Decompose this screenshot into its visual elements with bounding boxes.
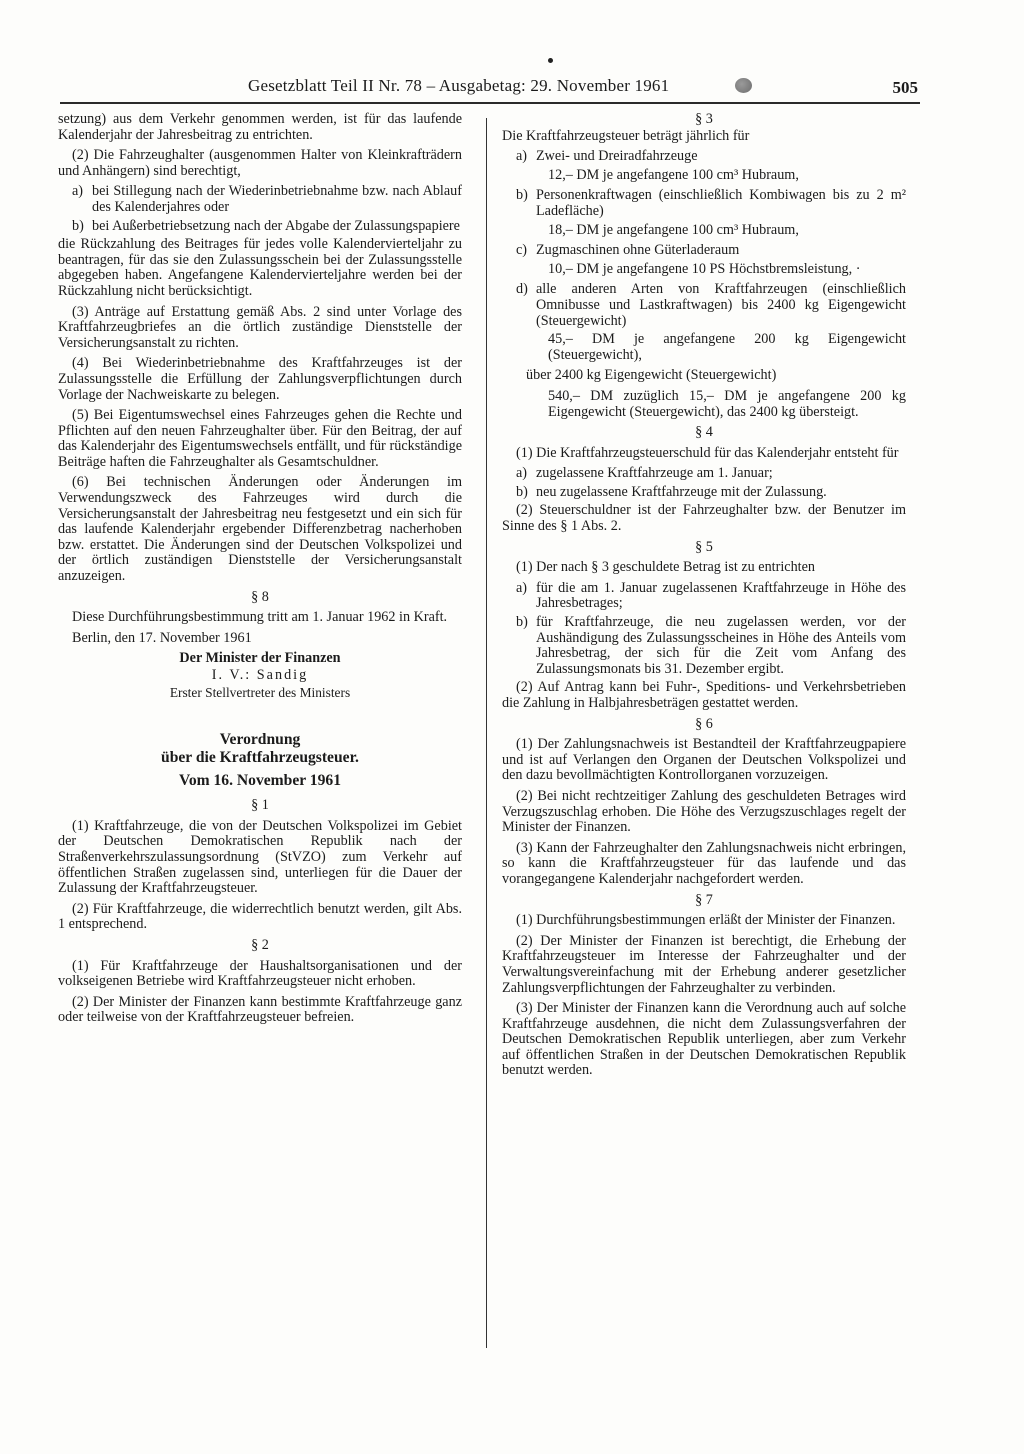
section-heading: § 5 [695,538,713,555]
paragraph: (2) Die Fahrzeughalter (ausgenommen Halter von Kleinkrafträdern und Anhängern) sind berechtigt, [58,147,462,179]
paragraph: (1) Die Kraftfahrzeugsteuerschuld für das Kalenderjahr entsteht für [516,444,899,461]
list-label: a) [516,148,528,165]
paragraph: (1) Durchführungsbestimmungen erläßt der Minister der Finanzen. [516,912,896,929]
page-header [60,76,920,100]
section-heading: § 4 [695,424,713,441]
paragraph: (1) Der nach § 3 geschuldete Betrag ist zu entrichten [516,559,816,576]
list-item [502,149,906,165]
list-text: Zugmaschinen ohne Güterladeraum [536,242,740,259]
list-label: b) [72,217,84,234]
list-label: c) [516,242,528,259]
paragraph: (2) Der Minister der Finanzen ist berechtigt, die Erhebung der Kraftfahrzeugsteuer im Interesse der Fahrzeughalter und der Verwaltungsvereinfachung mit der Erhebung anderer gesetzlicher Zahlungsverpflichtungen der Fahrzeughalter zu verbinden. [502,932,906,996]
paragraph: (2) Steuerschuldner ist der Fahrzeughalter bzw. der Benutzer im Sinne des § 1 Abs. 2. [502,502,906,535]
paragraph: (1) Der Zahlungsnachweis ist Bestandteil der Kraftfahrzeugpapiere und ist auf Verlangen den Organen der Deutschen Volkspolizei und den dazu bevollmächtigten Kontrollorganen vorzuzeigen. [502,736,906,784]
list-label: b) [516,483,528,500]
list-item [502,485,906,501]
list-label: a) [72,183,84,200]
section-heading: § 3 [695,111,713,127]
list-text: bei Stillegung nach der Wiederinbetriebnahme bzw. nach Ablauf des Kalenderjahres oder [92,183,462,215]
column-divider [486,118,487,1348]
paragraph: (2) Auf Antrag kann bei Fuhr-, Speditions- und Verkehrsbetrieben die Zahlung in Halbjahresbeträgen gestattet werden. [502,679,906,711]
section-heading: § 6 [695,715,713,732]
paragraph: (2) Für Kraftfahrzeuge, die widerrechtlich benutzt werden, gilt Abs. 1 entsprechend. [58,900,462,933]
paragraph: setzung) aus dem Verkehr genommen werden, ist für das laufende Kalenderjahr der Jahresbeitrag zu entrichten. [58,111,462,143]
paragraph: Diese Durchführungsbestimmung tritt am 1. Januar 1962 in Kraft. [72,609,448,626]
signer-title: Erster Stellvertreter des Ministers [169,684,351,700]
paragraph: (5) Bei Eigentumswechsel eines Fahrzeuges gehen die Rechte und Pflichten auf den neuen Fahrzeughalter über. Für den Beitrag, der auf das Kalenderjahr des Eigentumswechsels entfällt, und für rückständige Beiträge haften die Fahrzeughalter als Gesamtschuldner. [58,407,462,470]
signer-line: I. V.: Sandig [211,667,309,683]
list-item [58,219,462,235]
right-column [502,112,906,1084]
page-number: 505 [892,78,918,97]
list-text: für die am 1. Januar zugelassenen Kraftfahrzeuge in Höhe des Jahresbetrages; [536,579,906,612]
section-heading: § 8 [251,588,269,605]
list-text: alle anderen Arten von Kraftfahrzeugen (einschließlich Omnibusse und Lastkraftwagen) bis 2400 kg Eigengewicht (Steuergewicht) [536,281,906,329]
section-heading: § 2 [251,936,269,953]
paragraph: (3) Kann der Fahrzeughalter den Zahlungsnachweis nicht erbringen, so kann die Kraftfahrzeugsteuer für das laufende und das vorangegangene Kalenderjahr nachgefordert werden. [502,839,906,887]
paragraph: (4) Bei Wiederinbetriebnahme des Kraftfahrzeuges ist der Zulassungsstelle die Erfüllung der Zahlungsverpflichtungen durch Vorlage der Nachweiskarte zu belegen. [58,355,462,403]
list-text: neu zugelassene Kraftfahrzeuge mit der Zulassung. [536,483,827,500]
paragraph: (6) Bei technischen Änderungen oder Änderungen im Verwendungszweck des Fahrzeuges wird durch die Versicherungsanstalt der Jahresbeitrag neu festgesetzt und ein sich für das laufende Kalenderjahr ergebender Differenzbetrag nacherhoben bzw. erstattet. Die Änderungen sind der Deutschen Volkspolizei und der örtlich zuständigen Dienststelle der Versicherungsanstalt anzuzeigen. [58,474,462,585]
paragraph: (1) Für Kraftfahrzeuge der Haushaltsorganisationen und der volkseigenen Betriebe wird Kraftfahrzeugsteuer nicht erhoben. [58,957,462,990]
tax-rate: 12,– DM je angefangene 100 cm³ Hubraum, [548,166,799,183]
list-item [502,581,906,612]
list-text: bei Außerbetriebsetzung nach der Abgabe der Zulassungspapiere [92,217,460,234]
paragraph: Die Kraftfahrzeugsteuer beträgt jährlich für [502,127,750,144]
section-heading: § 7 [695,891,713,908]
tax-rate: 540,– DM zuzüglich 15,– DM je angefangene 200 kg Eigengewicht (Steuergewicht), das 2400 kg übersteigt. [548,387,906,420]
list-label: a) [516,465,528,482]
paragraph: (2) Der Minister der Finanzen kann bestimmte Kraftfahrzeuge ganz oder teilweise von der Kraftfahrzeugsteuer befreien. [58,993,462,1026]
ink-stain-icon [735,78,752,93]
list-label: a) [516,579,528,596]
date-line: Berlin, den 17. November 1961 [72,629,252,646]
page-mark-dot [548,58,553,63]
list-text: über 2400 kg Eigengewicht (Steuergewicht) [526,367,777,384]
header-rule [60,102,920,104]
paragraph: (2) Bei nicht rechtzeitiger Zahlung des geschuldeten Betrages wird Verzugszuschlag erhoben. Die Höhe des Verzugszuschlages regelt der Minister der Finanzen. [502,787,906,836]
list-item [58,184,462,215]
list-item [502,615,906,677]
decree-date: Vom 16. November 1961 [179,772,341,790]
list-item [502,282,906,329]
decree-title: über die Kraftfahrzeugsteuer. [161,749,359,767]
list-text: zugelassene Kraftfahrzeuge am 1. Januar; [536,465,773,482]
paragraph: die Rückzahlung des Beitrages für jedes volle Kalendervierteljahr zu beantragen, für das sie den Zulassungsschein bei der Zulassungsstelle abgegeben haben. Angefangene Kalendervierteljahre werden bei der Rückzahlung nicht berücksichtigt. [58,236,462,299]
section-heading: § 1 [251,797,269,814]
list-text: Zwei- und Dreiradfahrzeuge [536,148,698,165]
left-column [58,112,462,1031]
paragraph: (3) Anträge auf Erstattung gemäß Abs. 2 sind unter Vorlage des Kraftfahrzeugbriefes an die örtlich zuständige Dienststelle der Versicherungsanstalt zu richten. [58,303,462,351]
list-label: b) [516,187,528,204]
list-item [502,466,906,482]
list-item [502,243,906,259]
paragraph: (1) Kraftfahrzeuge, die von der Deutschen Volkspolizei im Gebiet der Deutschen Demokratischen Republik nach der Straßenverkehrszulassungsordnung (StVZO) zum Verkehr auf öffentlichen Straßen zugelassen sind, unterliegen für die Dauer der Zulassung der Kraftfahrzeugsteuer. [58,817,462,897]
minister-line: Der Minister der Finanzen [179,650,341,667]
list-label: d) [516,281,528,298]
decree-title: Verordnung [219,731,301,749]
spacer [58,705,462,731]
header-title: Gesetzblatt Teil II Nr. 78 – Ausgabetag: 29. November 1961 [248,76,670,95]
list-label: b) [516,614,528,631]
tax-rate: 45,– DM je angefangene 200 kg Eigengewicht (Steuergewicht), [548,331,906,363]
list-item [502,188,906,219]
tax-rate: 18,– DM je angefangene 100 cm³ Hubraum, [548,221,799,238]
paragraph: (3) Der Minister der Finanzen kann die Verordnung auch auf solche Kraftfahrzeuge ausdehnen, die nicht dem Zulassungsverfahren der Deutschen Demokratischen Republik unterliegen, aber zum Verkehr auf öffentlichen Straßen in der Deutschen Demokratischen Republik benutzt werden. [502,1000,906,1079]
tax-rate: 10,– DM je angefangene 10 PS Höchstbremsleistung, · [548,260,861,277]
list-text: für Kraftfahrzeuge, die neu zugelassen werden, vor der Aushändigung des Zulassungsscheines in Höhe des Anteils vom Jahresbetrag, der sich für die Zeit vom Anfang des Zulassungsmonats bis 31. Dezember ergibt. [536,614,906,677]
list-text: Personenkraftwagen (einschließlich Kombiwagen bis zu 2 m² Ladefläche) [536,187,906,219]
